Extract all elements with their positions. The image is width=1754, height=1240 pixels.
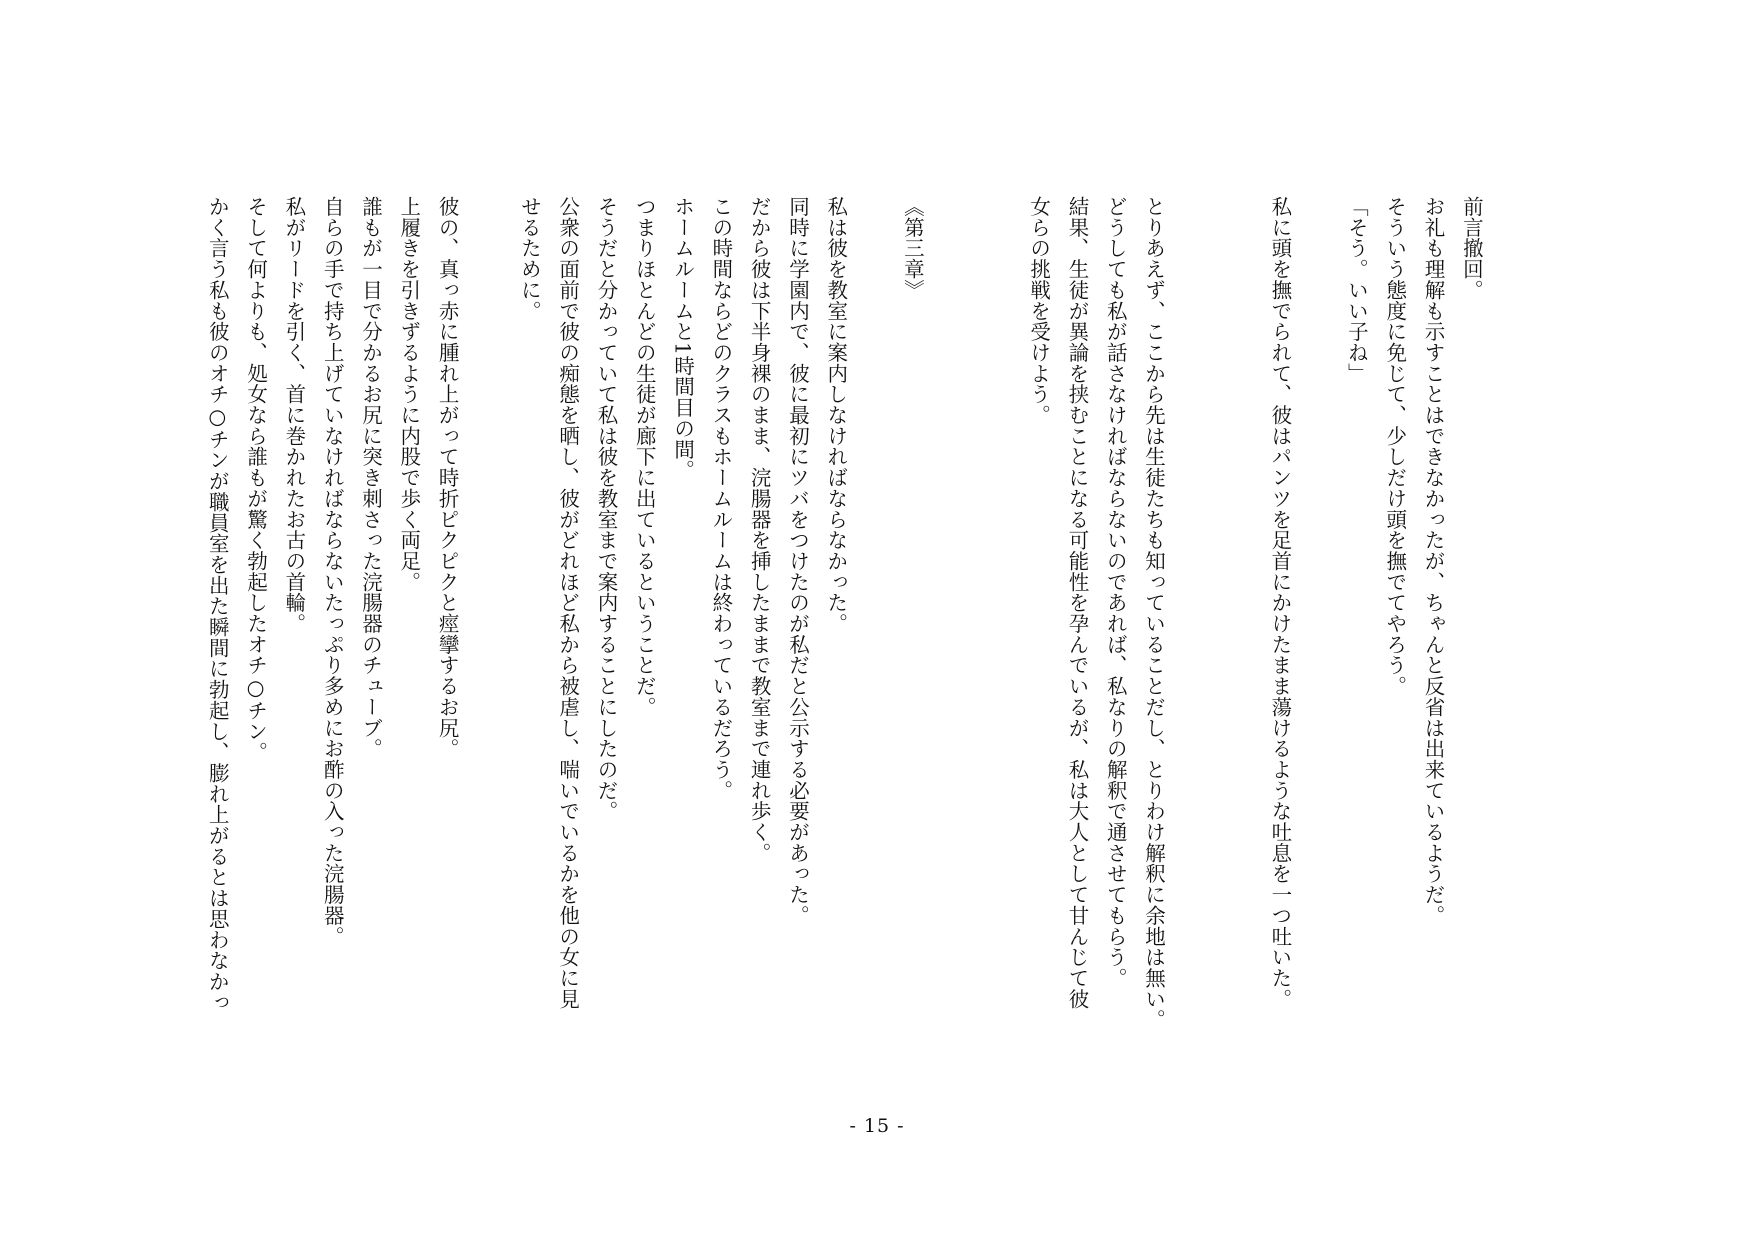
page-number: - 15 -	[849, 1115, 905, 1137]
text-line: だから彼は下半身裸のまま、浣腸器を挿したままで教室まで連れ歩く。	[747, 196, 772, 864]
text-line: 上履きを引きずるように内股で歩く両足。	[396, 196, 421, 593]
text-line: お礼も理解も示すことはできなかったが、ちゃんと反省は出来ているようだ。	[1421, 196, 1446, 926]
paragraph-gap	[975, 196, 1019, 1076]
paragraph-gap	[466, 196, 510, 1076]
body-text	[198, 196, 1490, 1076]
paragraph-gap	[1299, 196, 1337, 1076]
text-line: 彼の、真っ赤に腫れ上がって時折ピクピクと痙攣するお尻。	[435, 196, 460, 759]
text-line: この時間ならどのクラスもホームルームは終わっているだろう。	[708, 196, 733, 801]
paragraph-gap	[1217, 196, 1261, 1076]
text-line: 同時に学園内で、彼に最初にツバをつけたのが私だと公示する必要があった。	[785, 196, 810, 926]
text-line: 私に頭を撫でられて、彼はパンツを足首にかけたまま蕩けるような吐息を一つ吐いた。	[1267, 196, 1292, 1010]
text-line: 誰もが一目で分かるお尻に突き刺さった浣腸器のチューブ。	[358, 196, 383, 759]
text-line: つまりほとんどの生徒が廊下に出ているということだ。	[632, 196, 657, 718]
text-line: どうしても私が話さなければならないのであれば、私なりの解釈で通させてもらう。	[1103, 196, 1128, 989]
text-line: 私は彼を教室に案内しなければならなかった。	[823, 196, 848, 634]
paragraph-gap	[931, 196, 975, 1076]
text-line: そういう態度に免じて、少しだけ頭を撫でてやろう。	[1382, 196, 1407, 697]
text-line: せるために。	[517, 196, 542, 322]
text-line: そうだと分かっていて私は彼を教室まで案内することにしたのだ。	[593, 196, 618, 822]
text-line: 自らの手で持ち上げていなければならないたっぷり多めにお酢の入った浣腸器。	[320, 196, 345, 947]
text-line: とりあえず、ここから先は生徒たちも知っていることだし、とりわけ解釈に余地は無い。	[1141, 196, 1166, 1030]
paragraph-gap	[855, 196, 893, 1076]
chapter-heading: 《第三章》	[900, 196, 925, 301]
text-line: かく言う私も彼のオチ○チンが職員室を出た瞬間に勃起し、膨れ上がるとは思わなかっ	[205, 196, 230, 1013]
paragraph-gap	[1173, 196, 1217, 1076]
dialogue-line: 「そう。いい子ね」	[1344, 196, 1369, 384]
text-line: 前言撤回。	[1459, 196, 1484, 301]
text-line: ホームルームと1時間目の間。	[670, 196, 695, 481]
vertical-text-area	[198, 196, 1558, 1076]
text-line: そして何よりも、処女なら誰もが驚く勃起したオチ○チン。	[243, 196, 268, 763]
text-line: 女らの挑戦を受けよう。	[1026, 196, 1051, 426]
text-line: 私がリードを引く、首に巻かれたお古の首輪。	[281, 196, 306, 634]
text-line: 公衆の面前で彼の痴態を晒し、彼がどれほど私から被虐し、喘いでいるかを他の女に見	[555, 196, 580, 1010]
text-line: 結果、生徒が異論を挟むことになる可能性を孕んでいるが、私は大人として甘んじて彼	[1064, 196, 1089, 1010]
